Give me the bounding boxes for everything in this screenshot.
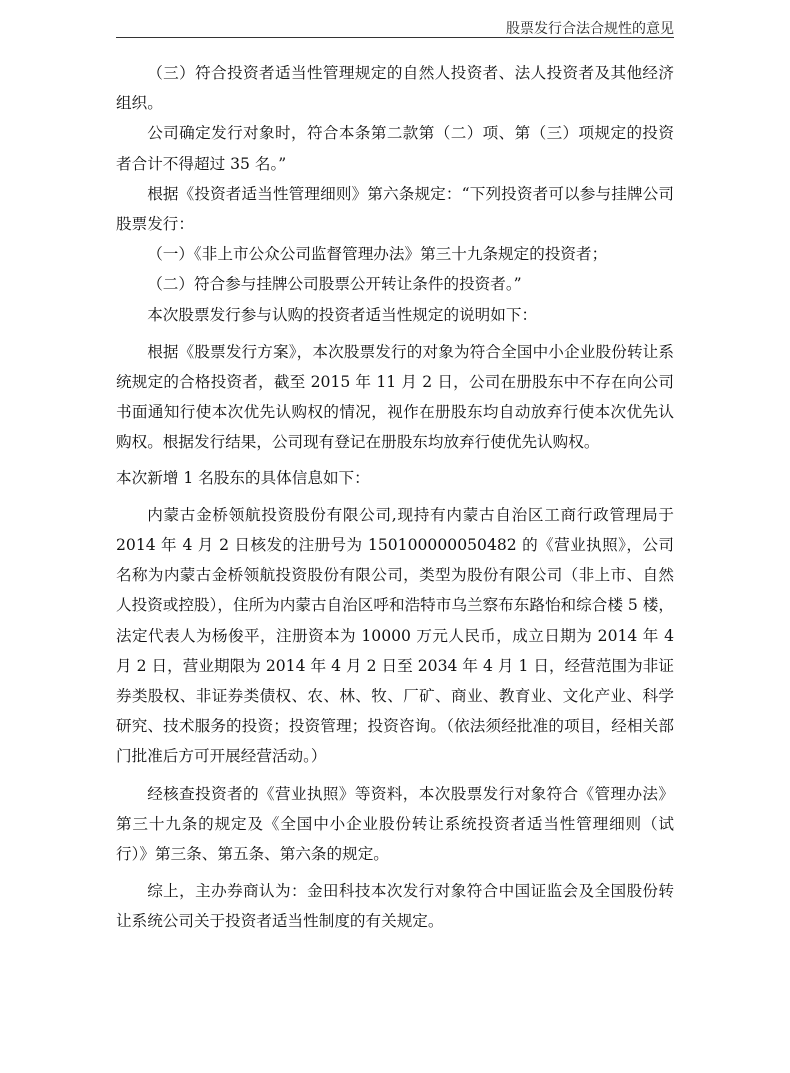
paragraph-new-shareholder-intro: 本次新增 1 名股东的具体信息如下： — [116, 468, 370, 487]
paragraph-suitability-intro: 本次股票发行参与认购的投资者适当性规定的说明如下： — [147, 305, 538, 324]
page-header-title: 股票发行合法合规性的意见 — [506, 21, 674, 37]
paragraph-conclusion: 综上，主办券商认为：金田科技本次发行对象符合中国证监会及全国股份转让系统公司关于投资者适当性制度的有关规定。 — [116, 882, 674, 931]
paragraph-investor-limit: 公司确定发行对象时，符合本条第二款第（二）项、第（三）项规定的投资者合计不得超过 35 名。” — [116, 124, 674, 173]
paragraph-article-six: 根据《投资者适当性管理细则》第六条规定：“下列投资者可以参与挂牌公司股票发行： — [116, 184, 674, 234]
paragraph-article-six-item-1: （一）《非上市公众公司监督管理办法》第三十九条规定的投资者； — [147, 245, 608, 264]
header-divider — [116, 37, 674, 38]
document-body — [116, 58, 674, 937]
paragraph-investor-type-3: （三）符合投资者适当性管理规定的自然人投资者、法人投资者及其他经济组织。 — [116, 64, 674, 113]
paragraph-issuance-plan: 根据《股票发行方案》，本次股票发行的对象为符合全国中小企业股份转让系统规定的合格投资者，截至 2015 年 11 月 2 日，公司在册股东中不存在向公司书面通知行使本次优先认购权的情况，视作在册股东均自动放弃行使本次优先认购权。根据发行结果，公司现有登记在册股东均放弃行使优先认购权。 — [116, 342, 674, 452]
paragraph-shareholder-details: 内蒙古金桥领航投资股份有限公司,现持有内蒙古自治区工商行政管理局于 2014 年 4 月 2 日核发的注册号为 150100000050482 的《营业执照》，公司名称为内蒙古金桥领航投资股份有限公司，类型为股份有限公司（非上市、自然人投资或控股），住所为内蒙古自治区呼和浩特市乌兰察布东路怡和综合楼 5 楼，法定代表人为杨俊平，注册资本为 10000 万元人民币，成立日期为 2014 年 4 月 2 日，营业期限为 2014 年 4 月 2 日至 2034 年 4 月 1 日，经营范围为非证券类股权、非证券类债权、农、林、牧、厂矿、商业、教育业、文化产业、科学研究、技术服务的投资；投资管理；投资咨询。（依法须经批准的项目，经相关部门批准后方可开展经营活动。） — [116, 505, 674, 766]
paragraph-verification: 经核查投资者的《营业执照》等资料，本次股票发行对象符合《管理办法》第三十九条的规定及《全国中小企业股份转让系统投资者适当性管理细则（试行）》第三条、第五条、第六条的规定。 — [116, 784, 674, 864]
paragraph-article-six-item-2: （二）符合参与挂牌公司股票公开转让条件的投资者。” — [147, 275, 522, 294]
